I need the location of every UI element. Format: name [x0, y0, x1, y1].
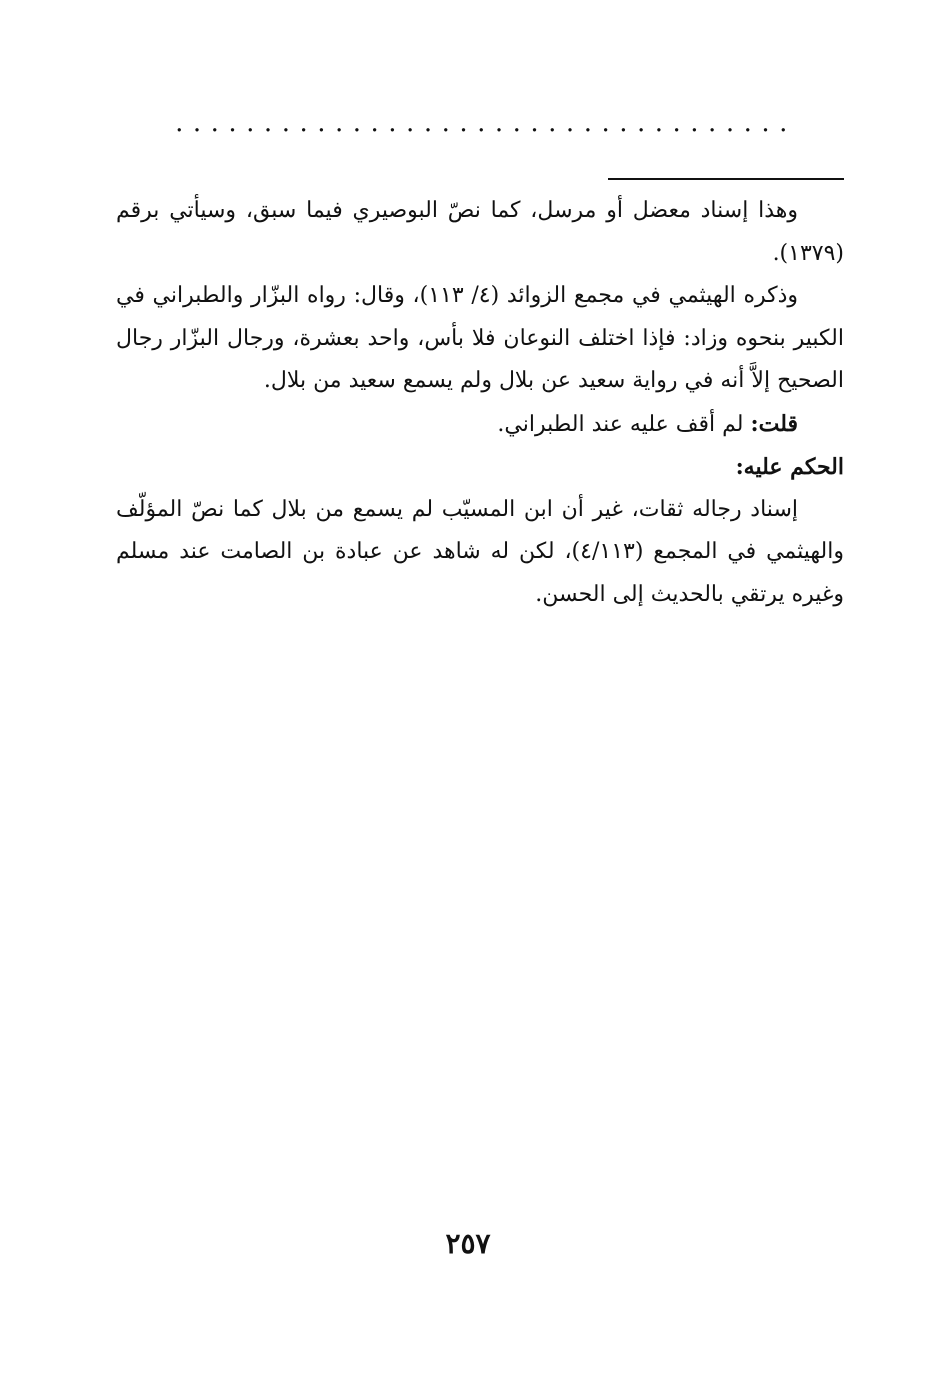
- page-number: ٢٥٧: [445, 1227, 491, 1260]
- paragraph-1: وهذا إسناد معضل أو مرسل، كما نصّ البوصيري فيما سبق، وسيأتي برقم (١٣٧٩).: [116, 198, 844, 266]
- ruling-heading: الحكم عليه:: [735, 454, 844, 480]
- ellipsis-separator: ...................................: [175, 108, 797, 138]
- note-label: قلت:: [750, 410, 798, 437]
- paragraph-2: وذكره الهيثمي في مجمع الزوائد (٤/ ١١٣)، وقال: رواه البزّار والطبراني في الكبير بنحوه وزاد: فإذا اختلف النوعان فلا بأس، واحد بعشرة، ورجال البزّار رجال الصحيح إلاَّ أنه في رواية سعيد عن بلال ولم يسمع سعيد من بلال.: [116, 283, 844, 393]
- note-text: لم أقف عليه عند الطبراني.: [497, 411, 744, 437]
- note-paragraph: [116, 403, 844, 447]
- footnote-divider: [608, 178, 844, 180]
- footnote-body: [116, 190, 844, 616]
- ruling-paragraph: إسناد رجاله ثقات، غير أن ابن المسيّب لم يسمع من بلال كما نصّ المؤلّف والهيثمي في المجمع (٤/١١٣)، لكن له شاهد عن عبادة بن الصامت عند مسلم وغيره يرتقي بالحديث إلى الحسن.: [116, 496, 844, 607]
